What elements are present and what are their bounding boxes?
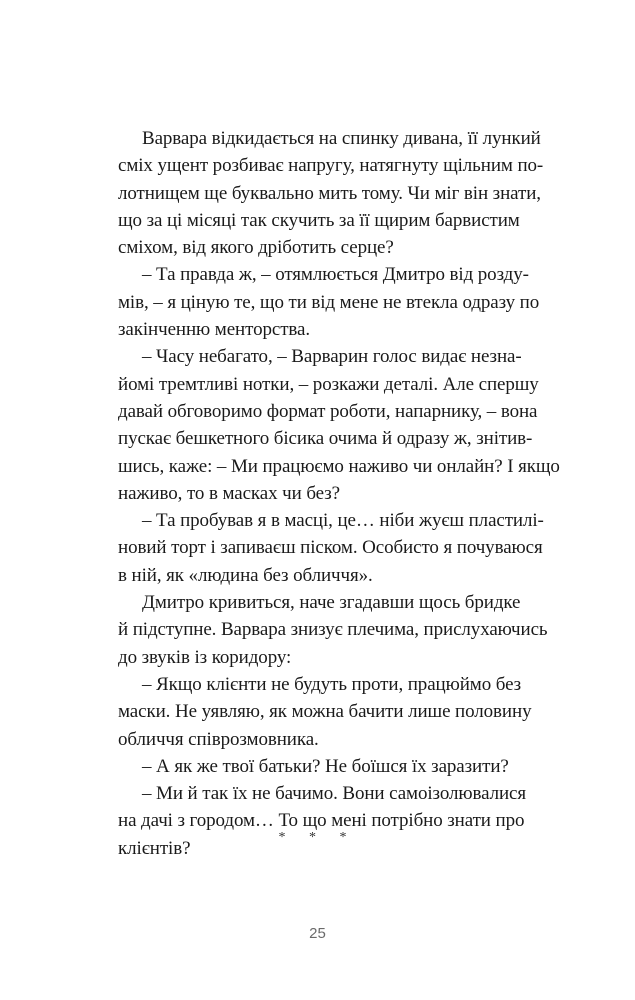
text-line: до звуків із коридору: (118, 646, 292, 668)
paragraph (118, 780, 527, 862)
text-line: – Ми й так їх не бачимо. Вони самоізолювалися (142, 783, 527, 805)
text-line: – А як же твої батьки? Не боїшся їх заразити? (142, 755, 509, 777)
page-number: 25 (309, 925, 326, 942)
text-line: обличчя співрозмовника. (118, 728, 319, 750)
paragraph (118, 671, 532, 753)
paragraph (118, 589, 548, 671)
text-line: – Часу небагато, – Варварин голос видає незна- (142, 346, 522, 368)
text-line: новий торт і запиваєш піском. Особисто я почуваюся (118, 537, 543, 559)
text-line: йомі тремтливі нотки, – розкажи деталі. Але спершу (118, 373, 539, 395)
text-line: давай обговоримо формат роботи, напарнику, – вона (118, 400, 538, 422)
text-line: – Та пробував я в масці, це… ніби жуєш пластилі- (142, 510, 544, 532)
text-line: сміх ущент розбиває напругу, натягнуту щільним по- (118, 155, 544, 177)
text-line: й підступне. Варвара знизує плечима, прислухаючись (118, 619, 548, 641)
text-line: на дачі з городом… То що мені потрібно знати про (118, 810, 525, 832)
paragraph (118, 261, 540, 343)
text-line: лотнищем ще буквально мить тому. Чи міг він знати, (118, 182, 541, 204)
text-line: маски. Не уявляю, як можна бачити лише половину (118, 701, 532, 723)
text-line: наживо, то в масках чи без? (118, 482, 340, 504)
text-line: закінченню менторства. (118, 319, 311, 341)
section-separator: * * * (278, 830, 357, 845)
text-line: клієнтів? (118, 837, 191, 859)
text-line: мів, – я ціную те, що ти від мене не втекла одразу по (118, 291, 540, 313)
text-line: в ній, як «людина без обличчя». (118, 564, 373, 586)
text-line: Дмитро кривиться, наче згадавши щось бридке (142, 592, 521, 614)
body-text (118, 125, 560, 862)
paragraph (118, 343, 560, 507)
text-line: Варвара відкидається на спинку дивана, її лункий (142, 128, 541, 149)
paragraph (118, 125, 544, 261)
text-line: шись, каже: – Ми працюємо наживо чи онлайн? І якщо (118, 455, 560, 477)
text-line: пускає бешкетного бісика очима й одразу ж, знітив- (118, 428, 533, 450)
text-line: – Якщо клієнти не будуть проти, працюймо без (142, 673, 522, 695)
text-line: сміхом, від якого дріботить серце? (118, 237, 394, 259)
text-line: що за ці місяці так скучить за її щирим барвистим (118, 209, 520, 231)
paragraph (118, 753, 509, 780)
text-line: – Та правда ж, – отямлюється Дмитро від розду- (142, 264, 529, 286)
paragraph (118, 507, 544, 589)
